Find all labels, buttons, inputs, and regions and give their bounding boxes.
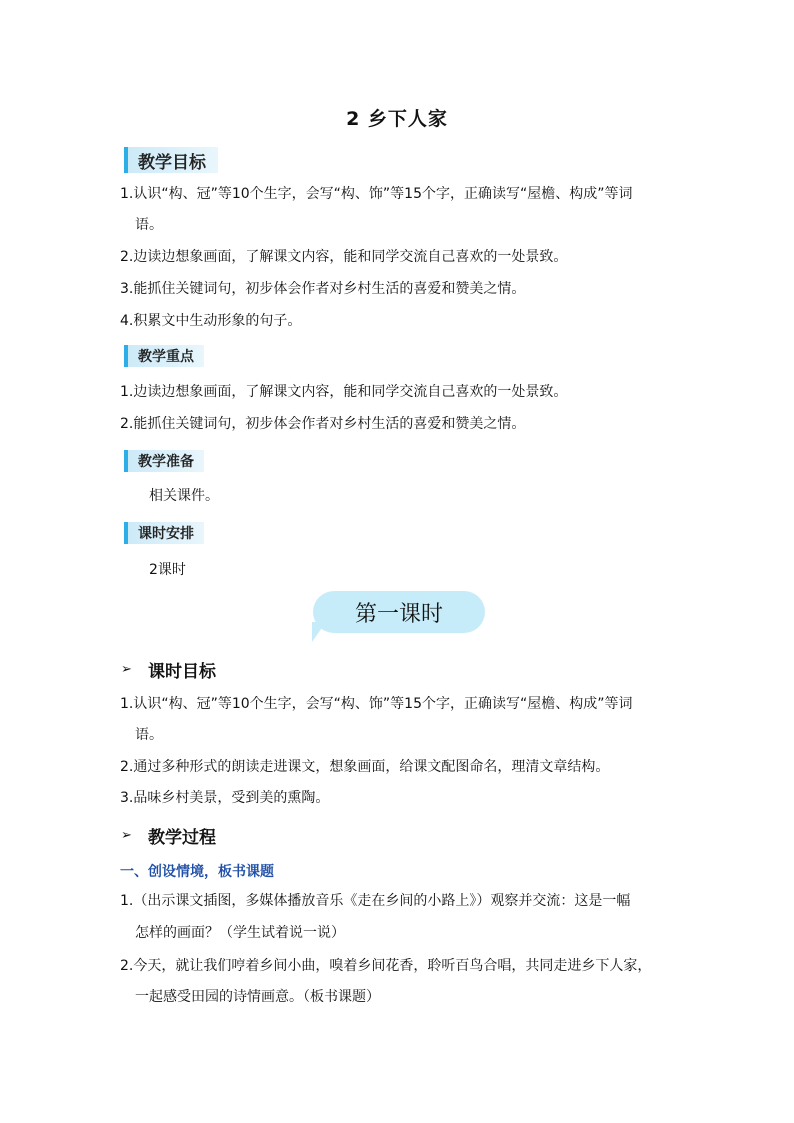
section-schedule bbox=[124, 522, 204, 544]
lesson-banner: 第一课时 bbox=[313, 591, 485, 633]
objective-line: 语。 bbox=[135, 217, 163, 233]
page-title: 2 乡下人家 bbox=[346, 108, 448, 130]
step-line: 一起感受田园的诗情画意。（板书课题） bbox=[135, 989, 380, 1005]
key-point-line: 1.边读边想象画面，了解课文内容，能和同学交流自己喜欢的一处景致。 bbox=[120, 384, 568, 400]
heading-text: 课时目标 bbox=[148, 662, 216, 682]
step-line: 2.今天，就让我们哼着乡间小曲，嗅着乡间花香，聆听百鸟合唱，共同走进乡下人家， bbox=[120, 958, 652, 974]
process-heading bbox=[121, 823, 216, 848]
objective-line: 2.边读边想象画面，了解课文内容，能和同学交流自己喜欢的一处景致。 bbox=[120, 249, 568, 265]
arrow-icon: ➢ bbox=[121, 662, 132, 677]
step-heading: 一、创设情境，板书课题 bbox=[120, 864, 274, 880]
section-key-points bbox=[124, 345, 204, 367]
objective-line: 1.认识“构、冠”等10个生字，会写“构、饰”等15个字，正确读写“屋檐、构成”等词 bbox=[120, 186, 633, 202]
section-label: 课时安排 bbox=[128, 522, 204, 544]
lesson-goals-heading bbox=[121, 657, 216, 682]
preparation-text: 相关课件。 bbox=[149, 488, 219, 504]
section-objectives bbox=[124, 147, 218, 173]
lesson-goal-line: 1.认识“构、冠”等10个生字，会写“构、饰”等15个字，正确读写“屋檐、构成”等词 bbox=[120, 696, 633, 712]
schedule-text: 2课时 bbox=[149, 562, 186, 578]
lesson-goal-line: 语。 bbox=[135, 727, 163, 743]
objective-line: 4.积累文中生动形象的句子。 bbox=[120, 313, 302, 329]
lesson-goal-line: 3.品味乡村美景，受到美的熏陶。 bbox=[120, 790, 330, 806]
key-point-line: 2.能抓住关键词句，初步体会作者对乡村生活的喜爱和赞美之情。 bbox=[120, 416, 526, 432]
step-line: 怎样的画面？（学生试着说一说） bbox=[135, 925, 345, 941]
step-line: 1.（出示课文插图，多媒体播放音乐《走在乡间的小路上》）观察并交流：这是一幅 bbox=[120, 893, 631, 909]
objective-line: 3.能抓住关键词句，初步体会作者对乡村生活的喜爱和赞美之情。 bbox=[120, 281, 526, 297]
lesson-goal-line: 2.通过多种形式的朗读走进课文，想象画面，给课文配图命名，理清文章结构。 bbox=[120, 759, 610, 775]
section-label: 教学重点 bbox=[128, 345, 204, 367]
section-label: 教学准备 bbox=[128, 450, 204, 472]
arrow-icon: ➢ bbox=[121, 828, 132, 843]
heading-text: 教学过程 bbox=[148, 828, 216, 848]
section-preparation bbox=[124, 450, 204, 472]
section-label: 教学目标 bbox=[128, 147, 218, 173]
